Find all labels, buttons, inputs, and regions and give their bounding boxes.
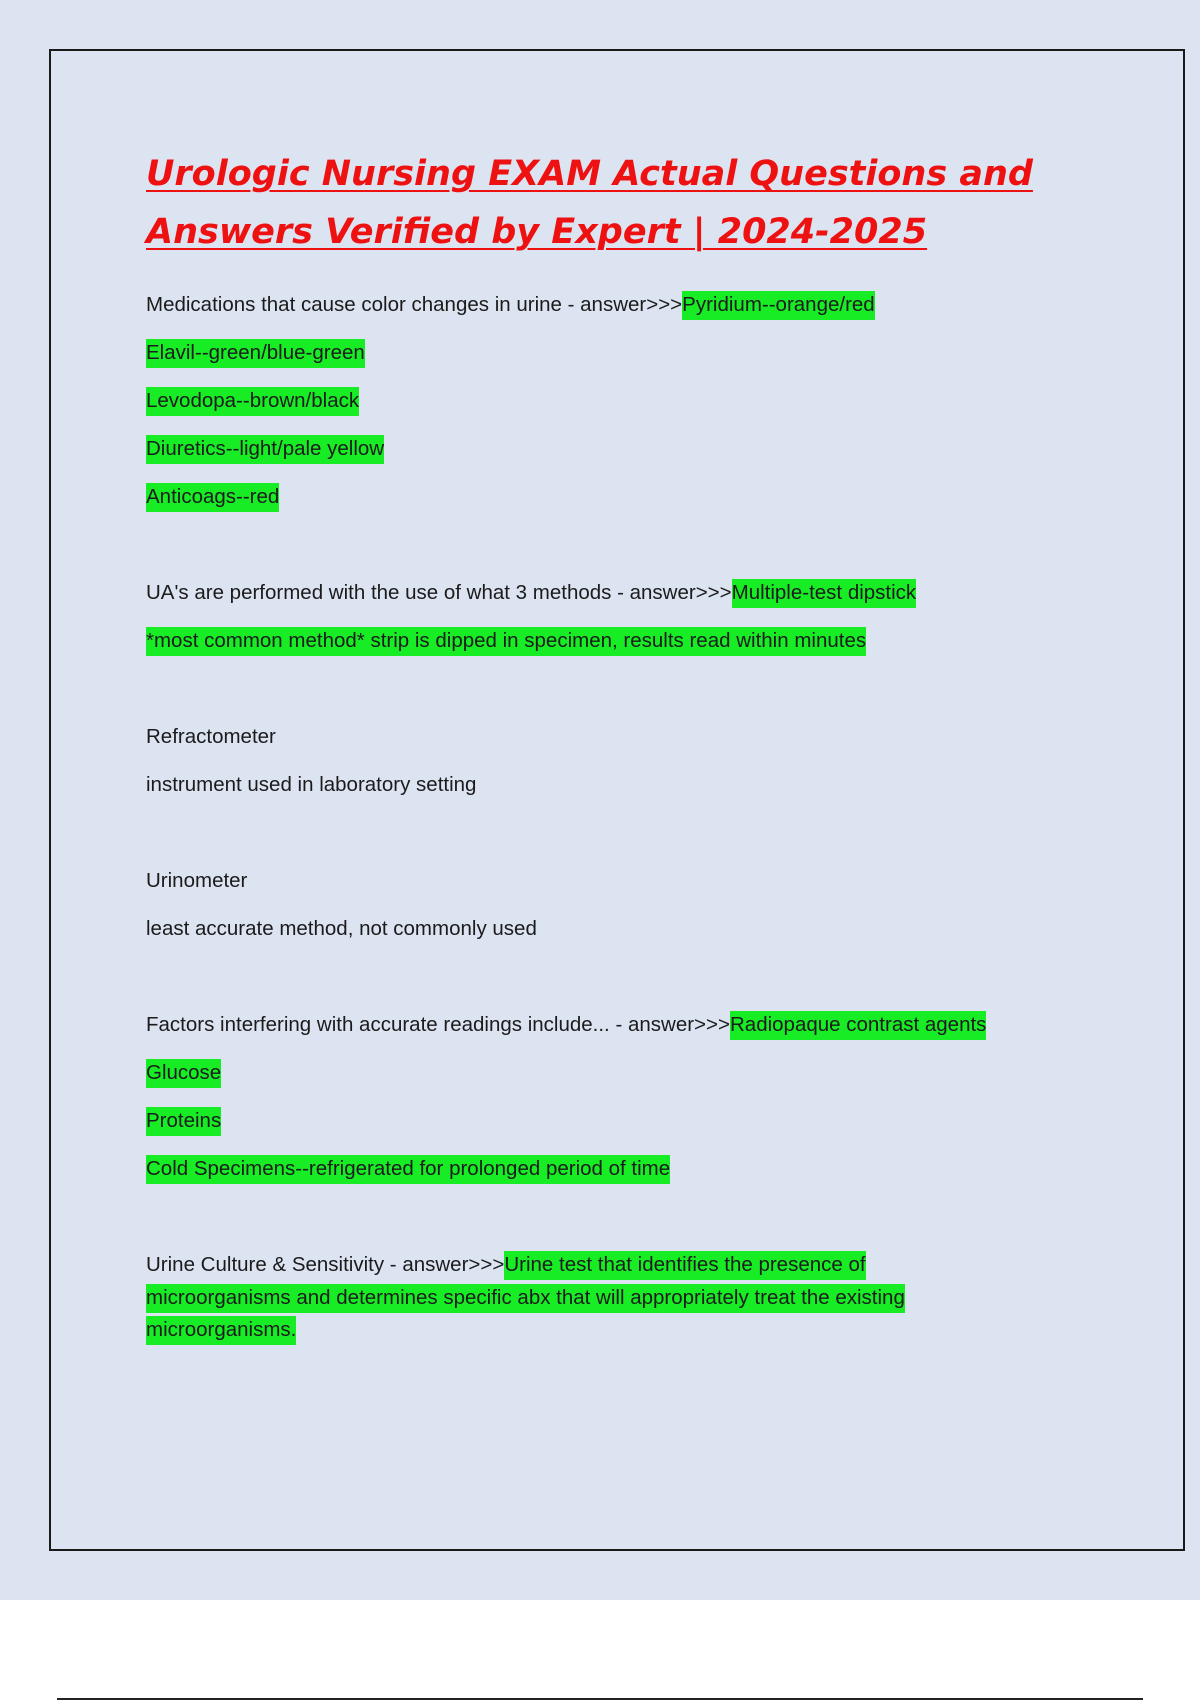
method-refractometer: Refractometer bbox=[146, 725, 276, 748]
answer-highlight: Multiple-test dipstick bbox=[732, 579, 917, 608]
answer-highlight: Anticoags--red bbox=[146, 483, 279, 512]
answer-highlight: Levodopa--brown/black bbox=[146, 387, 359, 416]
qa-item-1-line-4 bbox=[146, 425, 1106, 473]
document-body bbox=[146, 145, 1106, 1347]
spacer bbox=[146, 953, 1106, 1001]
spacer bbox=[146, 1193, 1106, 1241]
answer-highlight: Cold Specimens--refrigerated for prolonged period of time bbox=[146, 1155, 670, 1184]
spacer bbox=[146, 809, 1106, 857]
qa-item-1-line-2 bbox=[146, 329, 1106, 377]
qa-item-2-line-1 bbox=[146, 569, 1106, 617]
answer-highlight: *most common method* strip is dipped in specimen, results read within minutes bbox=[146, 627, 866, 656]
answer-highlight: Proteins bbox=[146, 1107, 221, 1136]
answer-highlight: Pyridium--orange/red bbox=[682, 291, 875, 320]
answer-highlight: Diuretics--light/pale yellow bbox=[146, 435, 384, 464]
question-text: Factors interfering with accurate readings include... - answer>>> bbox=[146, 1013, 730, 1036]
question-text: Medications that cause color changes in urine - answer>>> bbox=[146, 293, 683, 316]
method-urinometer: Urinometer bbox=[146, 869, 248, 892]
question-text: UA's are performed with the use of what 3 methods - answer>>> bbox=[146, 581, 732, 604]
answer-highlight: Glucose bbox=[146, 1059, 221, 1088]
spacer bbox=[146, 665, 1106, 713]
qa-item-4 bbox=[146, 1241, 1006, 1347]
qa-item-3-line-3 bbox=[146, 1097, 1106, 1145]
answer-highlight: Elavil--green/blue-green bbox=[146, 339, 365, 368]
method-refractometer-desc: instrument used in laboratory setting bbox=[146, 773, 477, 796]
method-urinometer-desc: least accurate method, not commonly used bbox=[146, 917, 537, 940]
document-title: Urologic Nursing EXAM Actual Questions and Answers Verified by Expert | 2024-2025 bbox=[146, 154, 1033, 252]
qa-item-1-line-3 bbox=[146, 377, 1106, 425]
qa-item-3-line-1 bbox=[146, 1001, 1106, 1049]
question-text: Urine Culture & Sensitivity - answer>>> bbox=[146, 1253, 505, 1276]
qa-item-3-line-2 bbox=[146, 1049, 1106, 1097]
answer-highlight: Radiopaque contrast agents bbox=[730, 1011, 986, 1040]
qa-item-3-line-4 bbox=[146, 1145, 1106, 1193]
qa-item-1-line-1 bbox=[146, 281, 1106, 329]
qa-item-2-line-2 bbox=[146, 617, 1106, 665]
spacer bbox=[146, 521, 1106, 569]
qa-item-1-line-5 bbox=[146, 473, 1106, 521]
answer-highlight: Urine test that identifies the presence of microorganisms and determines specific abx that will appropriately treat the existing microorganisms. bbox=[146, 1251, 905, 1345]
